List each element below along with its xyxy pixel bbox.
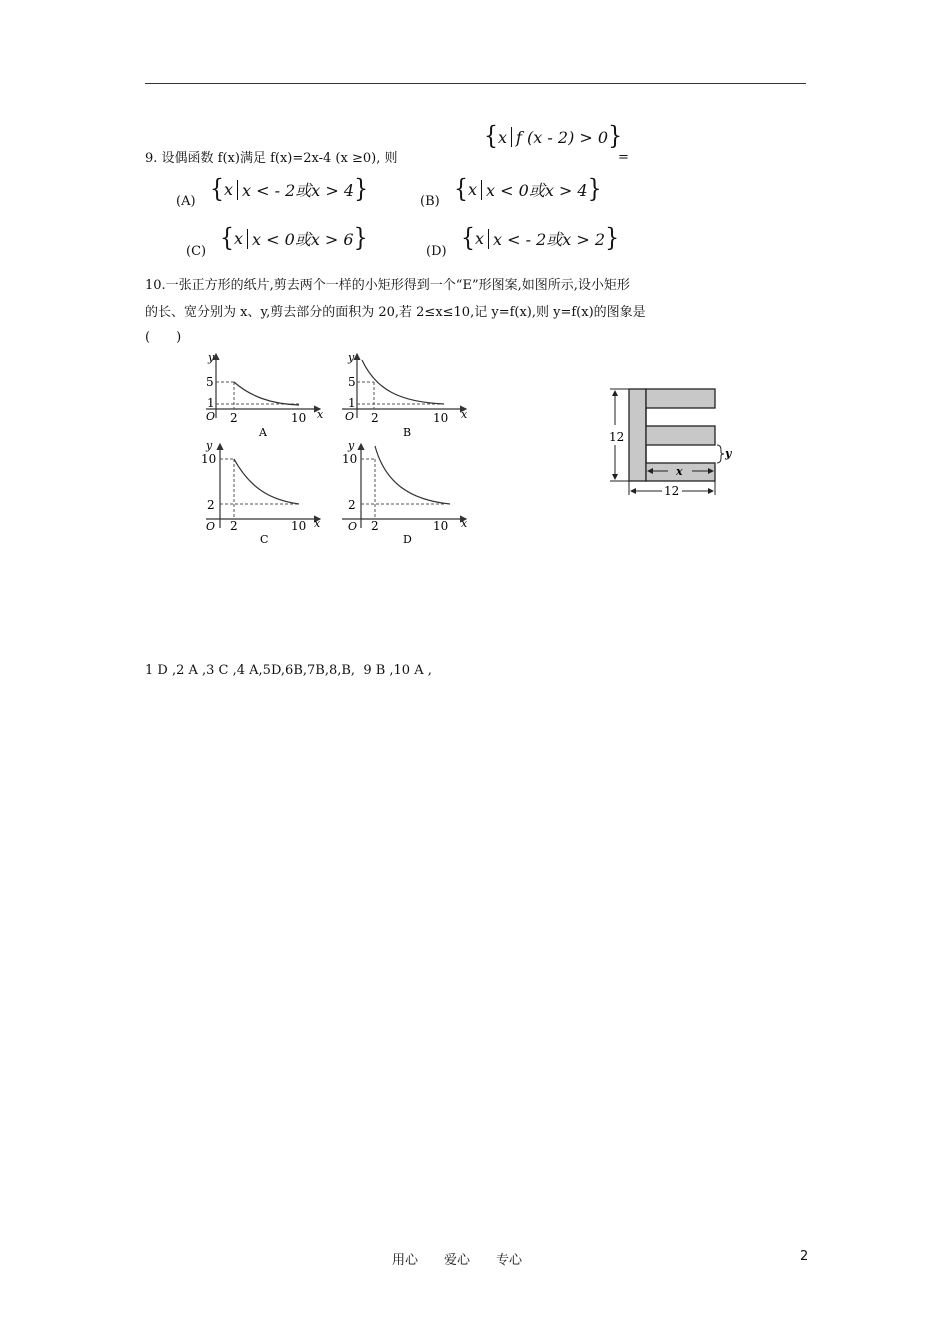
graph-d-xtick-2: 10 — [433, 519, 449, 533]
graph-c-xtick-2: 10 — [291, 519, 307, 533]
q10-line3: ( ) — [145, 330, 182, 345]
graph-c-xtick-1: 2 — [230, 519, 238, 533]
q9-option-a-set: { x x < - 2或x > 4 } — [210, 174, 369, 204]
q9-option-a-label: (A) — [176, 194, 196, 209]
graph-b-xtick-1: 2 — [371, 411, 379, 425]
e-figure-width-label: 12 — [664, 484, 680, 498]
graph-a-label: A — [259, 426, 267, 439]
q9-set-var: x — [498, 127, 508, 147]
graph-a-ytick-1: 5 — [206, 375, 214, 389]
graph-b-origin: O — [345, 410, 355, 423]
graph-d-origin: O — [348, 520, 358, 533]
e-figure-y-label: y — [725, 447, 732, 460]
graph-b-ytick-2: 1 — [348, 396, 356, 410]
graph-a-ytick-2: 1 — [207, 396, 215, 410]
graph-d-label: D — [403, 533, 412, 546]
graph-b-x-axis-label: x — [461, 408, 468, 421]
graph-c-origin: O — [206, 520, 216, 533]
graph-c-label: C — [260, 533, 269, 546]
graph-d-ytick-1: 10 — [342, 452, 358, 466]
graph-a-xtick-2: 10 — [291, 411, 307, 425]
graph-b-ytick-1: 5 — [348, 375, 356, 389]
q10-line1: 10.一张正方形的纸片,剪去两个一样的小矩形得到一个“E”形图案,如图所示,设小矩形 — [145, 278, 630, 293]
q9-option-b-label: (B) — [420, 194, 440, 209]
q9-suffix: = — [618, 150, 629, 165]
graph-b-label: B — [403, 426, 412, 439]
graph-c-ytick-1: 10 — [201, 452, 217, 466]
graph-c — [201, 439, 321, 546]
q9-set: { x f (x - 2) > 0 } — [484, 122, 623, 151]
graph-d-xtick-1: 2 — [371, 519, 379, 533]
graph-a-x-axis-label: x — [317, 408, 324, 421]
q9-option-d-label: (D) — [426, 244, 447, 259]
q9-option-c-label: (C) — [186, 244, 207, 259]
e-shape-figure — [600, 383, 745, 503]
graph-d — [342, 439, 468, 546]
q9-prefix: 9. 设偶函数 f(x)满足 f(x)=2x-4 (x ≥0), 则 — [145, 151, 398, 166]
q9-option-c-set: { x x < 0或x > 6 } — [220, 223, 368, 253]
answer-key: 1 D ,2 A ,3 C ,4 A,5D,6B,7B,8,B, 9 B ,10 A , — [145, 663, 432, 678]
graph-c-ytick-2: 2 — [207, 498, 215, 512]
answer-graphs — [190, 348, 480, 546]
graph-c-y-axis-label: y — [206, 439, 213, 452]
graph-a — [206, 351, 324, 439]
q10-line2: 的长、宽分别为 x、y,剪去部分的面积为 20,若 2≤x≤10,记 y=f(x),则 y=f(x)的图象是 — [145, 305, 646, 320]
q9-option-d-set: { x x < - 2或x > 2 } — [461, 223, 620, 253]
e-figure-height-label: 12 — [609, 430, 625, 444]
graph-b-y-axis-label: y — [348, 351, 355, 364]
graph-a-origin: O — [206, 410, 216, 423]
graph-d-y-axis-label: y — [348, 439, 355, 452]
page-number: 2 — [800, 1249, 809, 1264]
q9-option-b-set: { x x < 0或x > 4 } — [454, 174, 602, 204]
graph-a-y-axis-label: y — [208, 351, 215, 364]
graph-d-x-axis-label: x — [461, 517, 468, 530]
header-rule — [145, 83, 806, 84]
q9-set-cond: f (x - 2) > 0 — [516, 127, 609, 147]
graph-b-xtick-2: 10 — [433, 411, 449, 425]
graph-b — [342, 351, 468, 439]
graph-c-x-axis-label: x — [314, 517, 321, 530]
graph-d-ytick-2: 2 — [348, 498, 356, 512]
footer-text: 用心 爱心 专心 — [392, 1253, 523, 1268]
graph-a-xtick-1: 2 — [230, 411, 238, 425]
e-figure-x-label: x — [676, 465, 683, 478]
